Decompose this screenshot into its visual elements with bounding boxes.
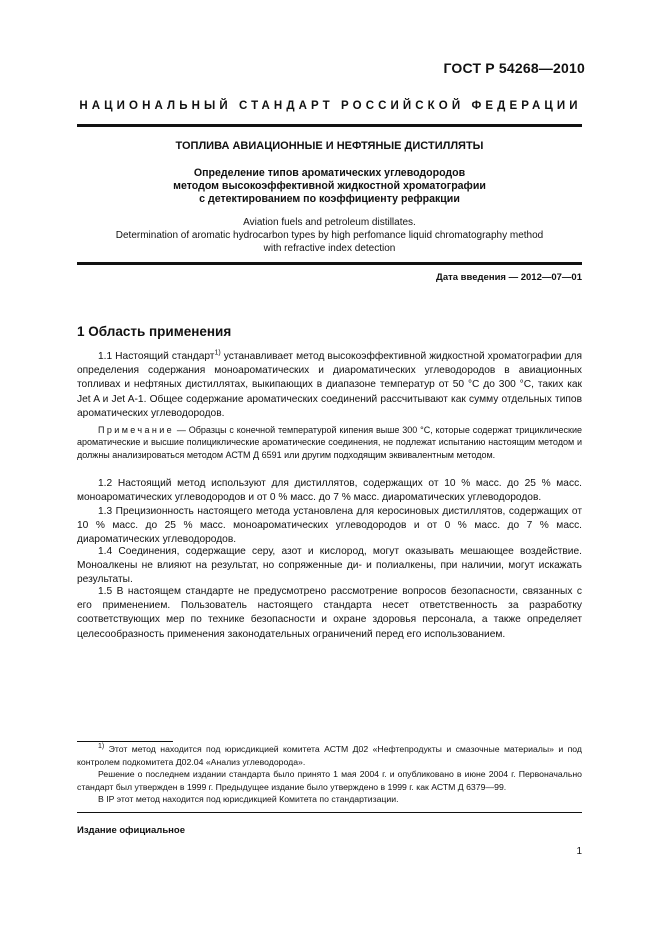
note-text: — Образцы с конечной температурой кипения выше 300 °С, которые содержат трициклические ароматические и высшие полициклические ароматические соединения, не подлежат испытанию настоящим методом и должны анализироваться методом АСТМ Д 6591 или другим подходящим эквивалентным методом. [77,425,582,460]
note [77,424,582,461]
title-subtitle-line: Определение типов ароматических углеводородов [193,167,466,179]
footnotes [77,743,582,806]
footnote-marker: 1) [98,743,105,751]
footer-rule [77,812,582,813]
title-subtitle [77,167,582,206]
intro-date: Дата введения — 2012—07—01 [436,272,582,283]
title-subtitle-line: с детектированием по коэффициенту рефракции [199,193,460,205]
paragraph-text: 1.2 Настоящий метод используют для дистиллятов, содержащих от 10 % масс. до 25 % масс. моноароматических углеводородов и от 0 % масс. до 7 % масс. диароматических углеводородов. [77,478,582,504]
title-english-line: with refractive index detection [263,243,396,254]
title-main: ТОПЛИВА АВИАЦИОННЫЕ И НЕФТЯНЫЕ ДИСТИЛЛЯТЫ [175,140,484,152]
title-english-line: Aviation fuels and petroleum distillates. [243,217,416,228]
footnote-rule [77,741,173,742]
paragraph-text: устанавливает метод высокоэффективной жидкостной хроматографии для определения содержания моноароматических и диароматических углеводородов в авиационных топливах и нефтяных дистиллятах, выкипающих в диапазоне температур от 50 °С до 300 °С, таких как Jet A и Jet A-1. Общее содержание ароматических соединений рассчитывают как сумму отдельных типов ароматических углеводородов. [77,351,582,419]
title-english-line: Determination of aromatic hydrocarbon types by high perfomance liquid chromatography method [115,230,544,241]
title-english [77,216,582,255]
gost-number: ГОСТ Р 54268—2010 [443,60,585,76]
title-bottom-rule [77,262,582,265]
paragraph-1-3 [77,505,582,548]
page-number: 1 [576,846,582,857]
paragraph-text: 1.4 Соединения, содержащие серу, азот и кислород, могут оказывать мешающее воздействие. Моноалкены не влияют на результат, но сопряженные ди- и полиалкены, при наличии, могут искажать результаты. [77,546,582,586]
paragraph-1-2 [77,477,582,505]
paragraph-1-4 [77,545,582,588]
section-heading: 1 Область применения [77,324,232,339]
paragraph-text: 1.1 Настоящий стандарт [98,351,215,362]
footnote-text: В IP этот метод находится под юрисдикцией Комитета по стандартизации. [98,794,399,805]
footnote-text: Решение о последнем издании стандарта было принято 1 мая 2004 г. и опубликовано в июне 2004 г. Первоначально стандарт был утвержден в 1999 г. Предыдущее издание было утверждено в 1999 г. как АСТМ Д 6379—99. [77,769,582,792]
paragraph-1-1 [77,350,582,421]
note-label: Примечание [98,425,175,435]
paragraph-text: 1.5 В настоящем стандарте не предусмотрено рассмотрение вопросов безопасности, связанных с его применением. Пользователь настоящего стандарта несет ответственность за разработку соответствующих мер по технике безопасности и охране здоровья персонала, а также определяет целесообразность применения законодательных ограничений перед его использованием. [77,586,582,640]
paragraph-1-5 [77,585,582,642]
top-rule [77,124,582,127]
paragraph-text: 1.3 Прецизионность настоящего метода установлена для керосиновых дистиллятов, содержащих от 10 % масс. до 25 % масс. моноароматических углеводородов и от 0 % масс. до 7 % масс. диароматических углеводородов. [77,506,582,546]
footnote-ref: 1) [214,349,221,357]
title-subtitle-line: методом высокоэффективной жидкостной хроматографии [173,180,486,192]
footnote-text: Этот метод находится под юрисдикцией комитета АСТМ Д02 «Нефтепродукты и смазочные материалы» и под контролем подкомитета Д02.04 «Анализ углеводорода». [77,744,582,767]
national-standard-banner: НАЦИОНАЛЬНЫЙ СТАНДАРТ РОССИЙСКОЙ ФЕДЕРАЦИИ [79,100,582,112]
edition-label: Издание официальное [77,825,185,836]
